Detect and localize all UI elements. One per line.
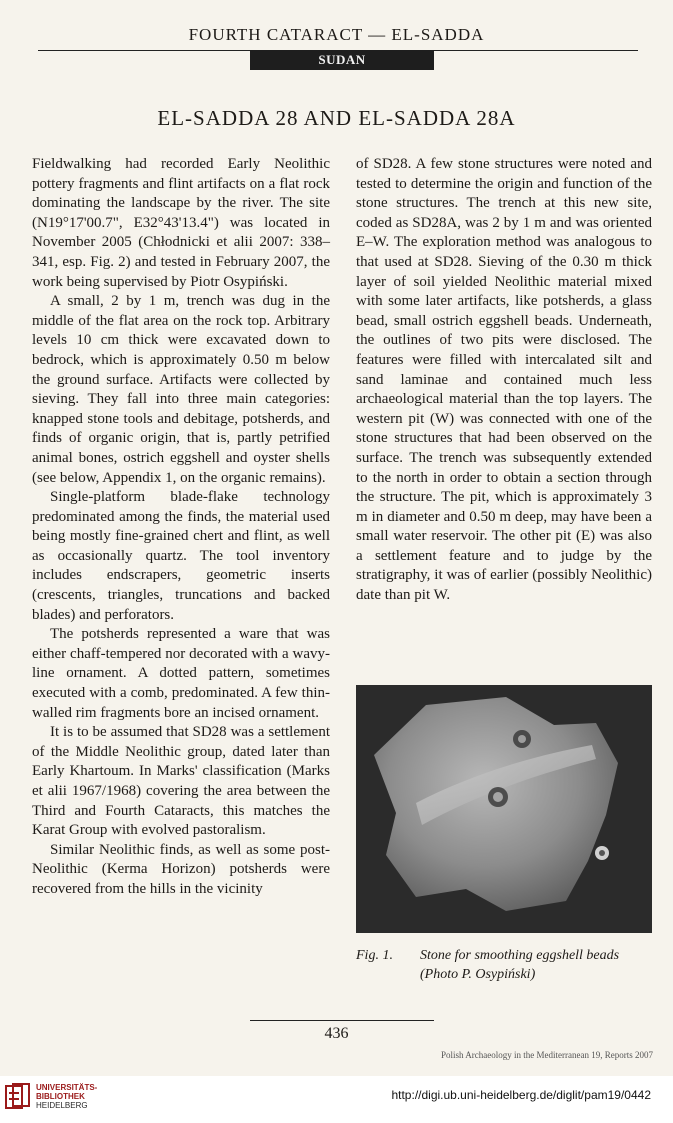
library-name-line: HEIDELBERG	[36, 1101, 88, 1110]
footer-rule	[250, 1020, 434, 1021]
left-column	[32, 155, 330, 900]
section-label: SUDAN	[250, 50, 434, 70]
figure-photo	[356, 685, 652, 933]
photo-credit: (Photo P. Osypiński)	[420, 967, 536, 982]
right-column	[356, 155, 652, 606]
page-number: 436	[324, 1025, 349, 1042]
stone-photo-image	[356, 685, 652, 933]
library-name	[36, 1083, 97, 1110]
figure-caption-text	[420, 946, 656, 984]
paragraph: of SD28. A few stone structures were noted and tested to determine the origin and function of the stone structures. The trench at this new site, coded as SD28A, was 2 by 1 m and was oriented E–W. The exploration method was analogous to that used at SD28. Sieving of the 0.30 m thick layer of soil yielded Neolithic material mixed with some later artifacts, like potsherds, a glass bead, small ostrich eggshell beads. Underneath, the outlines of two pits were disclosed. The features were filled with intercalated silt and sand laminae and contained much less archaeological material than the top layers. The western pit (W) was connected with one of the stone structures that had been observed on the surface. The trench was subsequently extended to the north in order to obtain a section through the structure. The pit, which is approximately 3 m in diameter and 0.50 m deep, may have been a small water reservoir. The other pit (E) was also a settlement feature and to judge by the stratigraphy, it was of earlier (possibly Neolithic) date than pit W.	[356, 156, 652, 604]
library-logo-icon	[4, 1082, 32, 1112]
paragraph: A small, 2 by 1 m, trench was dug in the middle of the flat area on the rock top. Arbitrary levels 10 cm thick were excavated down to bedrock, which is approximately 0.50 m below the ground surface. Artifacts were collected by sieving. They fall into three main categories: knapped stone tools and debitage, potsherds, and finds of organic origin, that is, partly petrified animal bones, ostrich eggshell and oyster shells (see below, Appendix 1, on the organic remains).	[32, 293, 330, 486]
paragraph: The potsherds represented a ware that was either chaff-tempered nor decorated with a wavy-line ornament. A dotted pattern, sometimes executed with a comb, predominated. A few thin-walled rim fragments bore an incised ornament.	[32, 626, 330, 721]
article-title: EL-SADDA 28 AND EL-SADDA 28A	[157, 106, 516, 130]
paragraph: Single-platform blade-flake technology predominated among the finds, the material used being mostly fine-grained chert and flint, as well as occasionally quartz. The tool inventory includes endscrapers, geometric inserts (crescents, triangles, truncations and backed blades) and perforators.	[32, 489, 330, 623]
figure-label: Fig. 1.	[356, 948, 393, 963]
caption-line: Stone for smoothing eggshell beads	[420, 948, 620, 963]
source-url-link[interactable]: http://digi.ub.uni-heidelberg.de/diglit/pam19/0442	[391, 1088, 651, 1102]
digitization-footer	[0, 1076, 673, 1123]
paragraph: Fieldwalking had recorded Early Neolithic pottery fragments and flint artifacts on a flat rock dominating the landscape by the river. The site (N19°17'00.7", E32°43'13.4") was located in November 2005 (Chłodnicki et alii 2007: 338–341, esp. Fig. 2) and tested in February 2007, the work being supervised by Piotr Osypiński.	[32, 156, 330, 290]
paragraph: Similar Neolithic finds, as well as some post-Neolithic (Kerma Horizon) potsherds were recovered from the hills in the vicinity	[32, 841, 330, 897]
journal-citation: Polish Archaeology in the Mediterranean 19, Reports 2007	[441, 1050, 653, 1060]
paragraph: It is to be assumed that SD28 was a settlement of the Middle Neolithic group, dated later than Early Khartoum. In Marks' classification (Marks et alii 1967/1968) covering the area between the Third and Fourth Cataracts, this matches the Karat Group with evolved pastoralism.	[32, 724, 330, 839]
running-head: FOURTH CATARACT — EL-SADDA	[188, 25, 485, 44]
library-name-line: UNIVERSITÄTS-	[36, 1083, 98, 1092]
library-name-line: BIBLIOTHEK	[36, 1092, 85, 1101]
